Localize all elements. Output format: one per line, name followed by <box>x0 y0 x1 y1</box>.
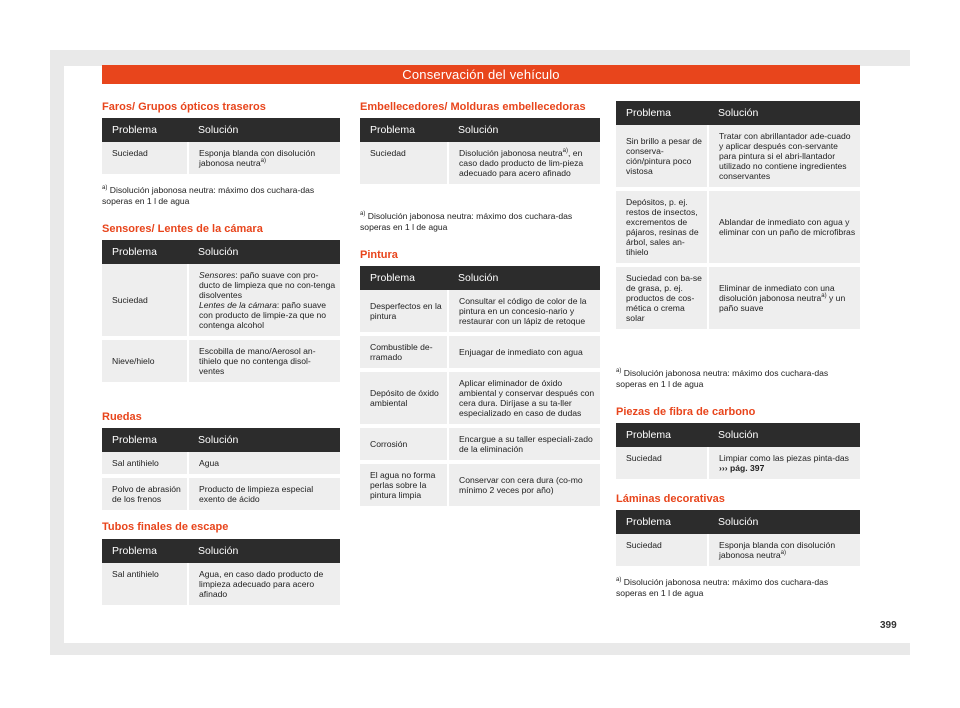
table-row: Depósito de óxido ambiental Aplicar eliminador de óxido ambiental y conservar después con cera dura. Diríjase a su ta-ller especializado en caso de dudas <box>360 370 600 426</box>
sensores-title: Sensores/ Lentes de la cámara <box>102 223 263 235</box>
table-row: Suciedad Sensores: paño suave con pro-ducto de limpieza que no con-tenga disolventes Lentes de la cámara: paño suave con producto de limpie-za que no contenga alcohol <box>102 264 340 338</box>
table-row: Suciedad Disolución jabonosa neutra$^{a)}$, en caso dado producto de lim-pieza adecuado para acero afinado <box>360 142 600 186</box>
ruedas-table: Problema Solución Sal antihielo Agua Polvo de abrasión de los frenos Producto de limpieza especial exento de ácido <box>102 428 340 514</box>
embellecedores-footnote: $^{a)}$ Disolución jabonosa neutra: máximo dos cuchara-das soperas en 1 l de agua <box>360 211 573 232</box>
table-row: Corrosión Encargue a su taller especiali-zado de la eliminación <box>360 426 600 462</box>
table-row: Suciedad Esponja blanda con disolución jabonosa neutra$^{a)}$ <box>616 534 860 568</box>
table-row: Suciedad Esponja blanda con disolución jabonosa neutra$^{a)}$ <box>102 142 340 176</box>
ruedas-title: Ruedas <box>102 411 142 423</box>
embellecedores-title: Embellecedores/ Molduras embellecedoras <box>360 101 586 113</box>
table-row: Suciedad Limpiar como las piezas pinta-das ››› pág. 397 <box>616 447 860 481</box>
table-row: Suciedad con ba-se de grasa, p. ej. productos de cos-mética o crema solar Eliminar de inmediato con una disolución jabonosa neutra$^{a)}$ y un paño suave <box>616 265 860 331</box>
pintura-footnote: $^{a)}$ Disolución jabonosa neutra: máximo dos cuchara-das soperas en 1 l de agua <box>616 368 829 389</box>
table-row: Sal antihielo Agua, en caso dado producto de limpieza adecuado para acero afinado <box>102 563 340 607</box>
page-reference-link[interactable]: ››› pág. 397 <box>719 463 765 473</box>
pintura-title: Pintura <box>360 249 398 261</box>
table-row: Sal antihielo Agua <box>102 452 340 476</box>
carbono-title: Piezas de fibra de carbono <box>616 406 756 418</box>
table-row: Nieve/hielo Escobilla de mano/Aerosol an-tihielo que no contenga disol-ventes <box>102 338 340 384</box>
page-number: 399 <box>880 620 897 631</box>
header-solucion: Solución <box>188 118 340 142</box>
table-row: Combustible de-rramado Enjuagar de inmediato con agua <box>360 334 600 370</box>
faros-title: Faros/ Grupos ópticos traseros <box>102 101 266 113</box>
faros-table <box>102 118 340 178</box>
sensores-table: Problema Solución Suciedad Sensores: paño suave con pro-ducto de limpieza que no con-tenga disolventes Lentes de la cámara: paño suave con producto de limpie-za que no contenga alcohol Nieve/hielo Escobilla de mano/Aerosol an-tihielo que no contenga disol-ventes <box>102 240 340 386</box>
tubos-table: Problema Solución Sal antihielo Agua, en caso dado producto de limpieza adecuado para acero afinado <box>102 539 340 609</box>
table-row: El agua no forma perlas sobre la pintura limpia Conservar con cera dura (co-mo mínimo 2 veces por año) <box>360 462 600 508</box>
table-row: Sin brillo a pesar de conserva-ción/pintura poco vistosa Tratar con abrillantador ade-cuado y aplicar después con-servante para pintura si el abri-llantador utilizado no contiene ingredientes conservantes <box>616 125 860 189</box>
embellecedores-table: Problema Solución Suciedad Disolución jabonosa neutra$^{a)}$, en caso dado producto de lim-pieza adecuado para acero afinado <box>360 118 600 188</box>
laminas-footnote: $^{a)}$ Disolución jabonosa neutra: máximo dos cuchara-das soperas en 1 l de agua <box>616 577 829 598</box>
faros-footnote: $^{a)}$ Disolución jabonosa neutra: máximo dos cuchara-das soperas en 1 l de agua <box>102 185 315 206</box>
tubos-title: Tubos finales de escape <box>102 521 229 533</box>
pintura-continued-table: Problema Solución Sin brillo a pesar de conserva-ción/pintura poco vistosa Tratar con abrillantador ade-cuado y aplicar después con-servante para pintura si el abri-llantador utilizado no contiene ingredientes conservantes Depósitos, p. ej. restos de insectos, excrementos de pájaros, resinas de árbol, sales an-tihielo Ablandar de inmediato con agua y eliminar con un paño de microfibras Suciedad con ba-se de grasa, p. ej. productos de cos-mética o crema solar Eliminar de inmediato con una disolución jabonosa neutra$^{a)}$ y un paño suave <box>616 101 860 333</box>
section-header: Conservación del vehículo <box>102 65 860 84</box>
pintura-table: Problema Solución Desperfectos en la pintura Consultar el código de color de la pintura en un concesio-nario y restaurar con un lápiz de retoque Combustible de-rramado Enjuagar de inmediato con agua Depósito de óxido ambiental Aplicar eliminador de óxido ambiental y conservar después con cera dura. Diríjase a su ta-ller especializado en caso de dudas Corrosión Encargue a su taller especiali-zado de la eliminación El agua no forma perlas sobre la pintura limpia Conservar con cera dura (co-mo mínimo 2 veces por año) <box>360 266 600 510</box>
table-row: Polvo de abrasión de los frenos Producto de limpieza especial exento de ácido <box>102 476 340 512</box>
laminas-table: Problema Solución Suciedad Esponja blanda con disolución jabonosa neutra$^{a)}$ <box>616 510 860 570</box>
table-row: Desperfectos en la pintura Consultar el código de color de la pintura en un concesio-nario y restaurar con un lápiz de retoque <box>360 290 600 334</box>
laminas-title: Láminas decorativas <box>616 493 725 505</box>
table-row: Depósitos, p. ej. restos de insectos, excrementos de pájaros, resinas de árbol, sales an-tihielo Ablandar de inmediato con agua y eliminar con un paño de microfibras <box>616 189 860 265</box>
carbono-table: Problema Solución Suciedad Limpiar como las piezas pinta-das ››› pág. 397 <box>616 423 860 483</box>
header-problema: Problema <box>102 118 188 142</box>
